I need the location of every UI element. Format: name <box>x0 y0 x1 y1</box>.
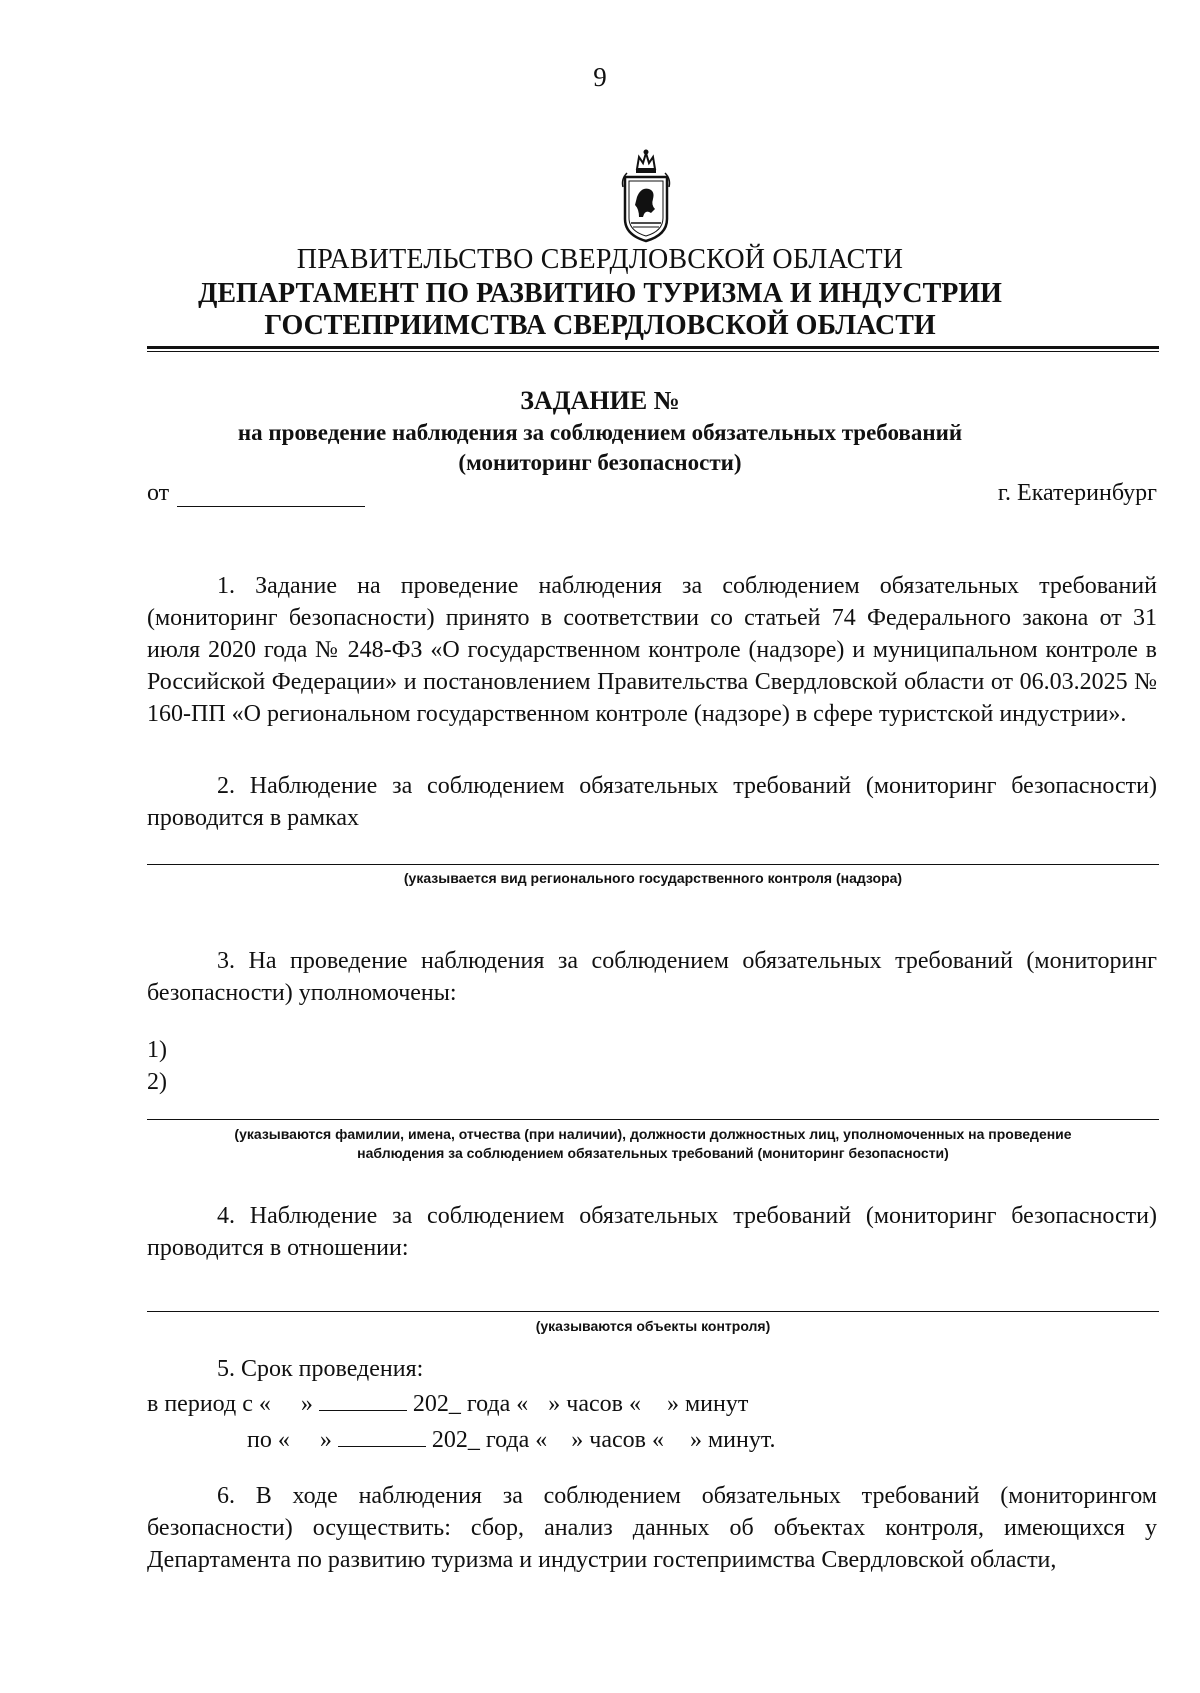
authorized-person-2: 2) <box>147 1069 167 1095</box>
task-title: ЗАДАНИЕ № <box>520 386 680 415</box>
header-rule-thin <box>147 351 1159 352</box>
period-from-year: 202_ года « <box>412 1391 529 1417</box>
paragraph-5-title: 5. Срок проведения: <box>217 1356 424 1382</box>
paragraph-3-text: 3. На проведение наблюдения за соблюдением обязательных требований (мониторинг безопасности) уполномочены: <box>147 948 1157 1006</box>
paragraph-6-text: 6. В ходе наблюдения за соблюдением обязательных требований (мониторингом безопасности) осуществить: сбор, анализ данных об объектах контроля, имеющихся у Департамента по развитию туризма и индустрии гостеприимства Свердловской области, <box>147 1483 1157 1573</box>
paragraph-4-text: 4. Наблюдение за соблюдением обязательных требований (мониторинг безопасности) проводится в отношении: <box>147 1203 1157 1261</box>
control-objects-blank-line <box>147 1311 1159 1312</box>
period-to-hours: » часов « <box>571 1427 664 1453</box>
period-from-row <box>147 1390 748 1418</box>
department-name-line1: ДЕПАРТАМЕНТ ПО РАЗВИТИЮ ТУРИЗМА И ИНДУСТРИИ <box>198 278 1002 309</box>
authorized-persons-blank-line <box>147 1119 1159 1120</box>
authorized-persons-hint-line2: наблюдения за соблюдением обязательных требований (мониторинг безопасности) <box>357 1145 949 1161</box>
period-to-label: по « <box>247 1427 290 1453</box>
paragraph-3 <box>147 945 1157 1009</box>
control-type-blank-line <box>147 864 1159 865</box>
control-type-hint: (указывается вид регионального государственного контроля (надзора) <box>403 870 903 886</box>
city: г. Екатеринбург <box>997 480 1157 506</box>
government-name: ПРАВИТЕЛЬСТВО СВЕРДЛОВСКОЙ ОБЛАСТИ <box>296 244 904 275</box>
date-city-row <box>147 480 1157 516</box>
date-label: от <box>147 480 170 506</box>
task-subtitle-line2: (мониторинг безопасности) <box>458 450 742 475</box>
paragraph-6 <box>147 1480 1157 1576</box>
authorized-person-1: 1) <box>147 1037 167 1063</box>
period-to-month-blank <box>338 1426 426 1447</box>
paragraph-2 <box>147 770 1157 834</box>
date-blank-line <box>177 506 365 507</box>
period-from-minutes: » минут <box>666 1391 749 1417</box>
period-from-label: в период с « <box>147 1391 271 1417</box>
department-name-line2: ГОСТЕПРИИМСТВА СВЕРДЛОВСКОЙ ОБЛАСТИ <box>264 310 936 341</box>
paragraph-1-text: 1. Задание на проведение наблюдения за соблюдением обязательных требований (мониторинг безопасности) принято в соответствии со статьей 74 Федерального закона от 31 июля 2020 года № 248-ФЗ «О государственном контроле (надзоре) и муниципальном контроле в Российской Федерации» и постановлением Правительства Свердловской области от 06.03.2025 № 160-ПП «О региональном государственном контроле (надзоре) в сфере туристской индустрии». <box>147 573 1157 727</box>
period-to-row <box>247 1426 776 1454</box>
period-from-hours: » часов « <box>548 1391 641 1417</box>
period-to-year: 202_ года « <box>431 1427 548 1453</box>
period-to-minutes: » минут. <box>689 1427 776 1453</box>
paragraph-1 <box>147 570 1157 730</box>
header-rule-thick <box>147 346 1159 349</box>
period-from-close-quote: » <box>300 1391 313 1417</box>
page-number: 9 <box>593 62 607 92</box>
period-from-month-blank <box>319 1390 407 1411</box>
authorized-persons-hint-line1: (указываются фамилии, имена, отчества (при наличии), должности должностных лиц, уполномоченных на проведение <box>234 1126 1072 1142</box>
period-to-close-quote: » <box>319 1427 332 1453</box>
coat-of-arms-icon <box>617 147 675 243</box>
control-objects-hint: (указываются объекты контроля) <box>535 1318 771 1334</box>
paragraph-2-text: 2. Наблюдение за соблюдением обязательных требований (мониторинг безопасности) проводится в рамках <box>147 773 1157 831</box>
task-subtitle-line1: на проведение наблюдения за соблюдением обязательных требований <box>237 420 963 445</box>
paragraph-4 <box>147 1200 1157 1264</box>
